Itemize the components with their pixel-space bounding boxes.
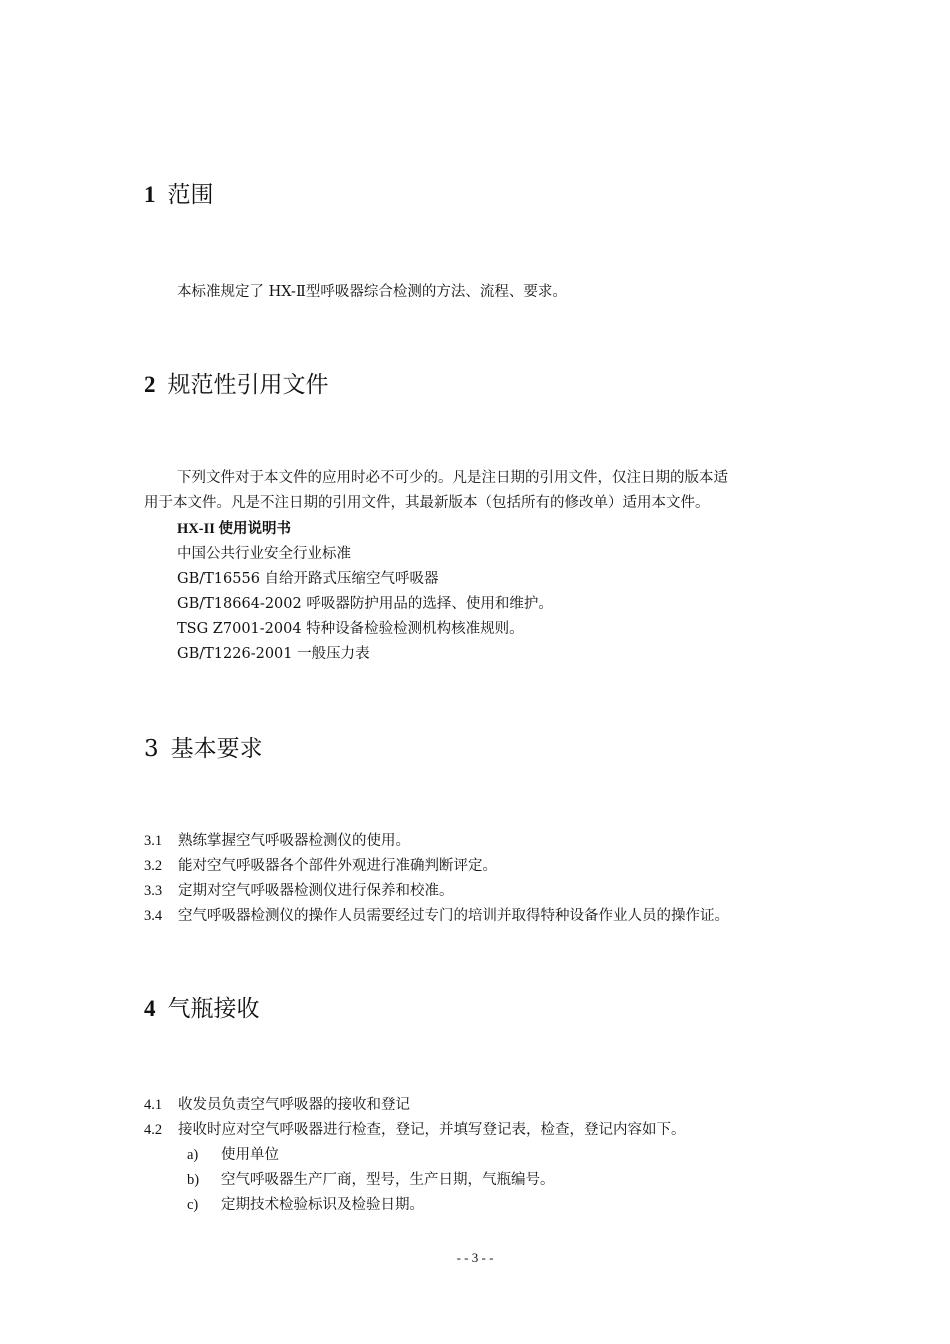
list-text: 空气呼吸器生产厂商，型号，生产日期，气瓶编号。 [221, 1172, 555, 1188]
list-marker: c) [187, 1197, 199, 1213]
reference-item: GB/T1226-2001 一般压力表 [177, 646, 370, 662]
receipt-item [144, 1118, 686, 1143]
section-title: 范围 [167, 182, 214, 208]
reference-item: GB/T18664-2002 呼吸器防护用品的选择、使用和维护。 [177, 596, 553, 612]
section-heading-4 [144, 990, 260, 1023]
item-text: 收发员负责空气呼吸器的接收和登记 [178, 1097, 410, 1113]
item-text: 接收时应对空气呼吸器进行检查，登记，并填写登记表，检查，登记内容如下。 [178, 1122, 686, 1138]
list-text: 定期技术检验标识及检验日期。 [221, 1197, 424, 1213]
section-heading-2 [144, 366, 329, 399]
list-item [187, 1143, 279, 1168]
section-heading-1 [144, 176, 214, 209]
list-marker: a) [187, 1147, 199, 1163]
section-title: 基本要求 [170, 736, 263, 762]
list-marker: b) [187, 1172, 200, 1188]
requirement-item [144, 829, 410, 854]
item-text: 空气呼吸器检测仪的操作人员需要经过专门的培训并取得特种设备作业人员的操作证。 [178, 908, 729, 924]
item-number: 4.2 [144, 1122, 163, 1138]
receipt-item [144, 1093, 410, 1118]
item-number: 3.3 [144, 883, 163, 899]
section-title: 气瓶接收 [167, 996, 260, 1022]
paragraph-scope: 本标准规定了 HX-Ⅱ型呼吸器综合检测的方法、流程、要求。 [177, 284, 567, 300]
requirement-item [144, 879, 454, 904]
item-text: 定期对空气呼吸器检测仪进行保养和校准。 [178, 883, 454, 899]
list-item [187, 1168, 555, 1193]
reference-item: GB/T16556 自给开路式压缩空气呼吸器 [177, 571, 439, 587]
section-number: 3 [144, 736, 159, 762]
item-number: 3.4 [144, 908, 163, 924]
list-text: 使用单位 [221, 1147, 279, 1163]
section-number: 2 [144, 372, 156, 397]
section-title: 规范性引用文件 [167, 372, 329, 398]
reference-item: 中国公共行业安全行业标准 [177, 546, 351, 562]
requirement-item [144, 854, 497, 879]
item-number: 4.1 [144, 1097, 163, 1113]
section-number: 4 [144, 996, 156, 1021]
page-number: - - 3 - - [456, 1250, 494, 1265]
reference-item: TSG Z7001-2004 特种设备检验检测机构核准规则。 [177, 621, 524, 637]
section-number: 1 [144, 182, 156, 207]
list-item [187, 1193, 424, 1218]
paragraph-intro-line-2: 用于本文件。凡是不注日期的引用文件，其最新版本（包括所有的修改单）适用本文件。 [144, 495, 710, 511]
requirement-item [144, 904, 729, 929]
item-number: 3.2 [144, 858, 163, 874]
item-text: 熟练掌握空气呼吸器检测仪的使用。 [178, 833, 410, 849]
reference-item: HX-II 使用说明书 [177, 521, 291, 537]
section-heading-3 [144, 730, 263, 763]
item-text: 能对空气呼吸器各个部件外观进行准确判断评定。 [178, 858, 497, 874]
item-number: 3.1 [144, 833, 163, 849]
paragraph-intro-line-1: 下列文件对于本文件的应用时必不可少的。凡是注日期的引用文件，仅注日期的版本适 [177, 470, 728, 486]
